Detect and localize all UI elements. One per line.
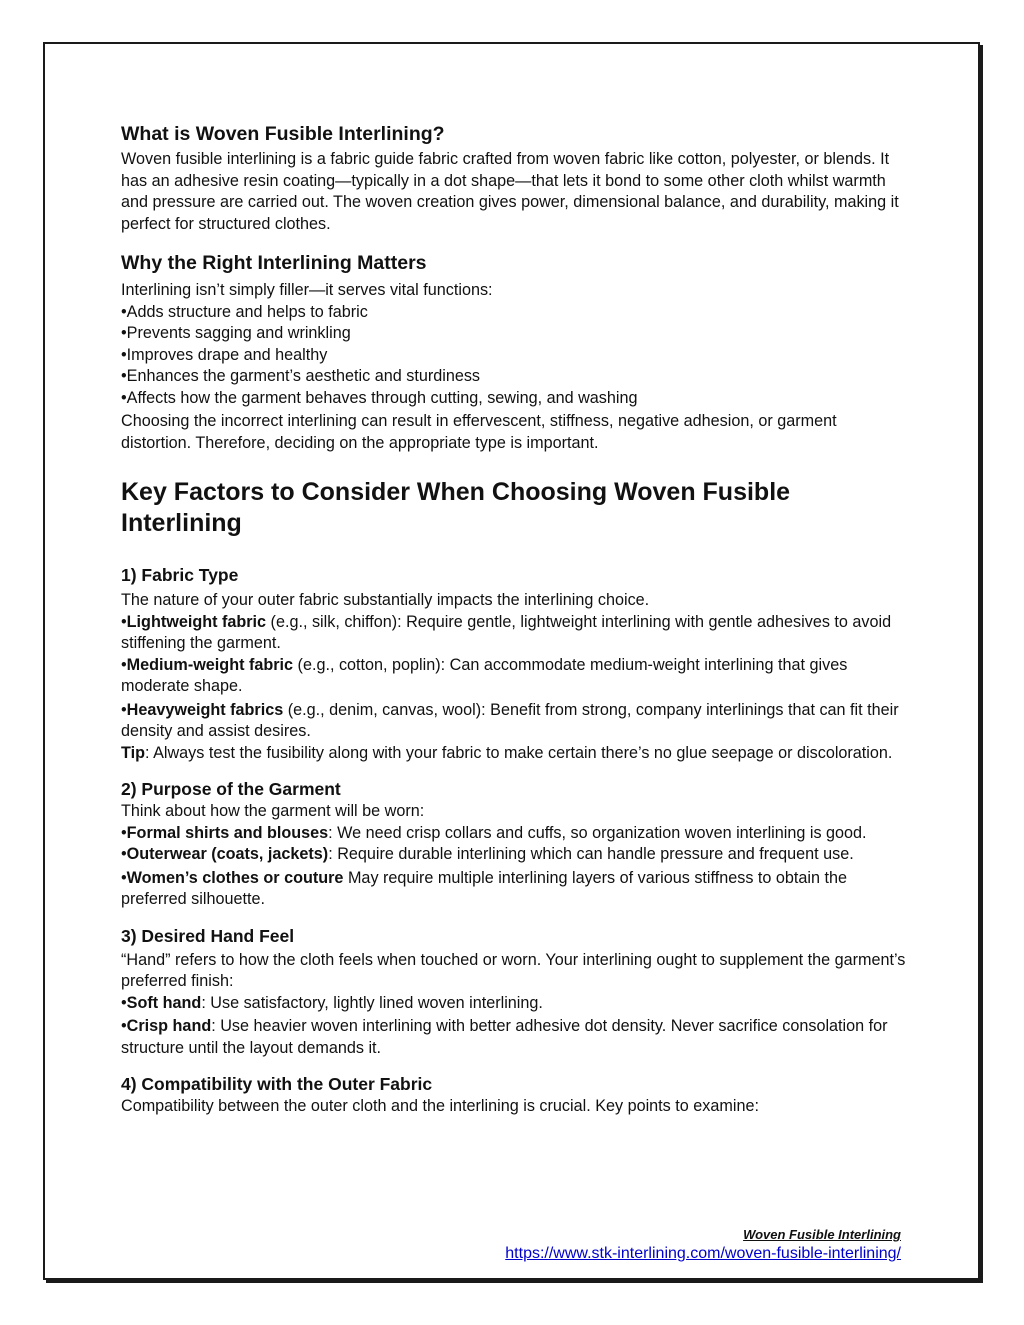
list-item: •Soft hand: Use satisfactory, lightly lined woven interlining. xyxy=(121,993,543,1012)
why-intro: Interlining isn’t simply filler—it serves vital functions: xyxy=(121,281,493,299)
compatibility-intro: Compatibility between the outer cloth and the interlining is crucial. Key points to examine: xyxy=(121,1097,759,1115)
list-item: •Heavyweight fabrics (e.g., denim, canvas, wool): Benefit from strong, company interlinings that can fit their density and assist desires. xyxy=(121,700,899,740)
tip-paragraph: Tip: Always test the fusibility along with your fabric to make certain there’s no glue seepage or discoloration. xyxy=(121,743,893,762)
list-item: •Crisp hand: Use heavier woven interlining with better adhesive dot density. Never sacrifice consolation for structure until the layout demands it. xyxy=(121,1017,888,1057)
list-item: •Women’s clothes or couture May require multiple interlining layers of various stiffness to obtain the preferred silhouette. xyxy=(121,868,848,908)
heading-key-factors: Key Factors to Consider When Choosing Woven Fusible Interlining xyxy=(121,478,791,537)
hand-feel-intro: “Hand” refers to how the cloth feels when touched or worn. Your interlining ought to supplement the garment’s preferred finish: xyxy=(121,950,906,990)
why-closing: Choosing the incorrect interlining can result in effervescent, stiffness, negative adhesion, or garment distortion. Therefore, deciding on the appropriate type is important. xyxy=(121,412,837,452)
fabric-type-intro: The nature of your outer fabric substantially impacts the interlining choice. xyxy=(121,591,650,609)
list-item: •Medium-weight fabric (e.g., cotton, poplin): Can accommodate medium-weight interlining that gives moderate shape. xyxy=(121,655,848,695)
list-item: •Lightweight fabric (e.g., silk, chiffon): Require gentle, lightweight interlining with gentle adhesives to avoid stiffening the garment. xyxy=(121,612,892,652)
heading-fabric-type: 1) Fabric Type xyxy=(121,565,239,585)
list-item: •Improves drape and healthy xyxy=(121,345,328,364)
footer xyxy=(505,1226,901,1265)
list-item: •Outerwear (coats, jackets): Require durable interlining which can handle pressure and frequent use. xyxy=(121,845,854,863)
list-item: •Enhances the garment’s aesthetic and sturdiness xyxy=(121,367,481,385)
heading-hand-feel: 3) Desired Hand Feel xyxy=(121,925,295,946)
footer-title[interactable]: Woven Fusible Interlining xyxy=(743,1227,901,1242)
list-item: •Prevents sagging and wrinkling xyxy=(121,324,351,342)
heading-what-is: What is Woven Fusible Interlining? xyxy=(121,123,445,145)
list-item: •Formal shirts and blouses: We need crisp collars and cuffs, so organization woven interlining is good. xyxy=(121,823,867,842)
what-paragraph: Woven fusible interlining is a fabric guide fabric crafted from woven fabric like cotton, polyester, or blends. It has an adhesive resin coating—typically in a dot shape—that lets it bond to some other cloth whilst warmth and pressure are carried out. The woven creation gives power, dimensional balance, and durability, making it perfect for structured clothes. xyxy=(121,150,899,233)
heading-purpose: 2) Purpose of the Garment xyxy=(121,779,341,799)
list-item: •Adds structure and helps to fabric xyxy=(121,302,368,321)
footer-link[interactable]: https://www.stk-interlining.com/woven-fusible-interlining/ xyxy=(505,1245,901,1262)
heading-why-matters: Why the Right Interlining Matters xyxy=(121,252,427,274)
document-content xyxy=(121,122,911,1118)
heading-compatibility: 4) Compatibility with the Outer Fabric xyxy=(121,1074,433,1094)
list-item: •Affects how the garment behaves through cutting, sewing, and washing xyxy=(121,388,638,407)
purpose-intro: Think about how the garment will be worn: xyxy=(121,802,425,820)
